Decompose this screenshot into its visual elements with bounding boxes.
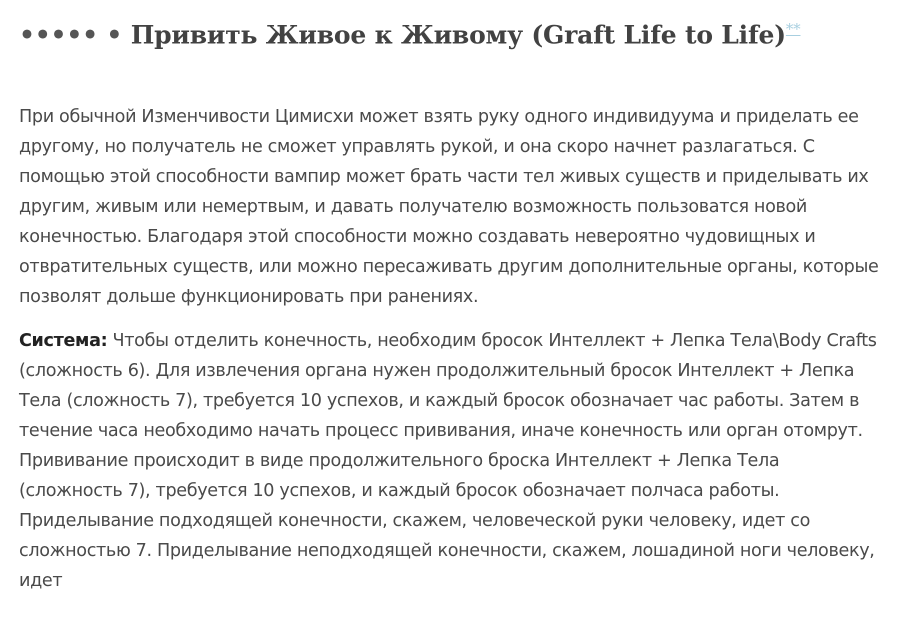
system-paragraph — [19, 326, 879, 596]
system-label: Система: — [19, 331, 108, 352]
power-level-dots: ••••• • — [19, 20, 123, 50]
heading-anchor-link[interactable]: ** — [785, 20, 801, 38]
system-text: Чтобы отделить конечность, необходим бросок Интеллект + Лепка Тела\Body Crafts (сложность 6). Для извлечения органа нужен продолжительный бросок Интеллект + Лепка Тела (сложность 7), требуется 10 успехов, и каждый бросок обозначает час работы. Затем в течение часа необходимо начать процесс прививания, иначе конечность или орган отомрут. Прививание происходит в виде продолжительного броска Интеллект + Лепка Тела (сложность 7), требуется 10 успехов, и каждый бросок обозначает полчаса работы. Приделывание подходящей конечности, скажем, человеческой руки человеку, идет со сложностью 7. Приделывание неподходящей конечности, скажем, лошадиной ноги человеку, идет — [19, 331, 877, 592]
description-paragraph: При обычной Изменчивости Цимисхи может взять руку одного индивидуума и приделать ее другому, но получатель не сможет управлять рукой, и она скоро начнет разлагаться. С помощью этой способности вампир может брать части тел живых существ и приделывать их другим, живым или немертвым, и давать получателю возможность пользоватся новой конечностью. Благодаря этой способности можно создавать невероятно чудовищных и отвратительных существ, или можно пересаживать другим дополнительные органы, которые позволят дольше функционировать при ранениях. — [19, 107, 879, 308]
section-title: Привить Живое к Живому (Graft Life to Life) — [130, 20, 786, 50]
article-content — [19, 0, 879, 596]
section-heading — [19, 10, 879, 54]
